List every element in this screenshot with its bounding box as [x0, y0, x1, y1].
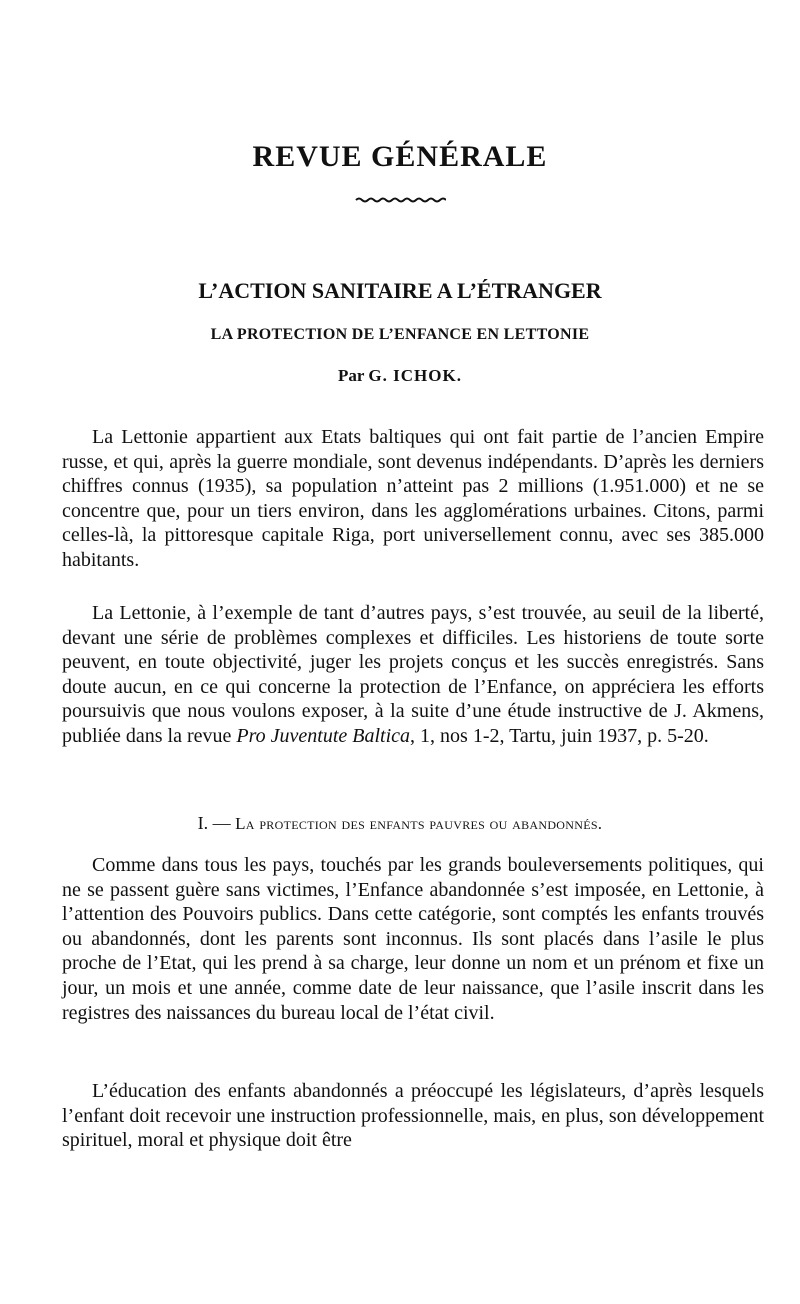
revue-title: REVUE GÉNÉRALE	[252, 140, 548, 173]
article-sub-heading: LA PROTECTION DE L’ENFANCE EN LETTONIE	[210, 326, 590, 343]
paragraph-2-text: La Lettonie, à l’exemple de tant d’autres pays, s’est trouvée, au seuil de la liberté, devant une série de problèmes complexes et difficiles. Les historiens de toute sorte peuvent, en toute objectivité, juger les projets conçus et les succès enregistrés. Sans doute aucun, en ce qui concerne la protection de l’Enfance, on appréciera les efforts poursuivis que nous voulons exposer, à la suite d’une étude instructive de J. Akmens, publiée dans la revue	[62, 602, 764, 747]
paragraph-2-citation: , 1, nos 1-2, Tartu, juin 1937, p. 5-20.	[410, 724, 709, 747]
paragraph-2	[62, 601, 764, 749]
paragraph-4: L’éducation des enfants abandonnés a préoccupé les législateurs, d’après lesquels l’enfant doit recevoir une instruction professionnelle, mais, en plus, son développement spirituel, moral et physique doit être	[62, 1080, 764, 1152]
section-1-title: La protection des enfants pauvres ou abandonnés.	[235, 814, 603, 833]
paragraph-1: La Lettonie appartient aux Etats baltiques qui ont fait partie de l’ancien Empire russe, et qui, après la guerre mondiale, sont devenus indépendants. D’après les derniers chiffres connus (1935), sa population n’atteint pas 2 millions (1.951.000) et ne se concentre que, pour un tiers environ, dans les agglomérations urbaines. Citons, parmi celles-là, la pittoresque capitale Riga, port universellement connu, avec ses 385.000 habitants.	[62, 426, 764, 571]
paragraph-3: Comme dans tous les pays, touchés par les grands bouleversements politiques, qui ne se passent guère sans victimes, l’Enfance abandonnée s’est imposée, en Lettonie, à l’attention des Pouvoirs publics. Dans cette catégorie, sont comptés les enfants trouvés ou abandonnés, dont les parents sont inconnus. Ils sont placés dans l’asile le plus proche de l’Etat, qui les prend à sa charge, leur donne un nom et un prénom et fixe un jour, un mois et une année, comme date de leur naissance, que l’asile inscrit dans les registres des naissances du bureau local de l’état civil.	[62, 854, 764, 1024]
author-byline	[0, 366, 800, 386]
author-name: G. ICHOK.	[368, 366, 462, 385]
author-prefix: Par	[338, 366, 365, 385]
article-main-heading: L’ACTION SANITAIRE A L’ÉTRANGER	[198, 278, 602, 303]
title-ornament	[354, 196, 446, 206]
section-1-number: I. —	[197, 813, 231, 833]
journal-title-italic: Pro Juventute Baltica	[236, 724, 411, 747]
section-1-heading	[0, 813, 800, 834]
